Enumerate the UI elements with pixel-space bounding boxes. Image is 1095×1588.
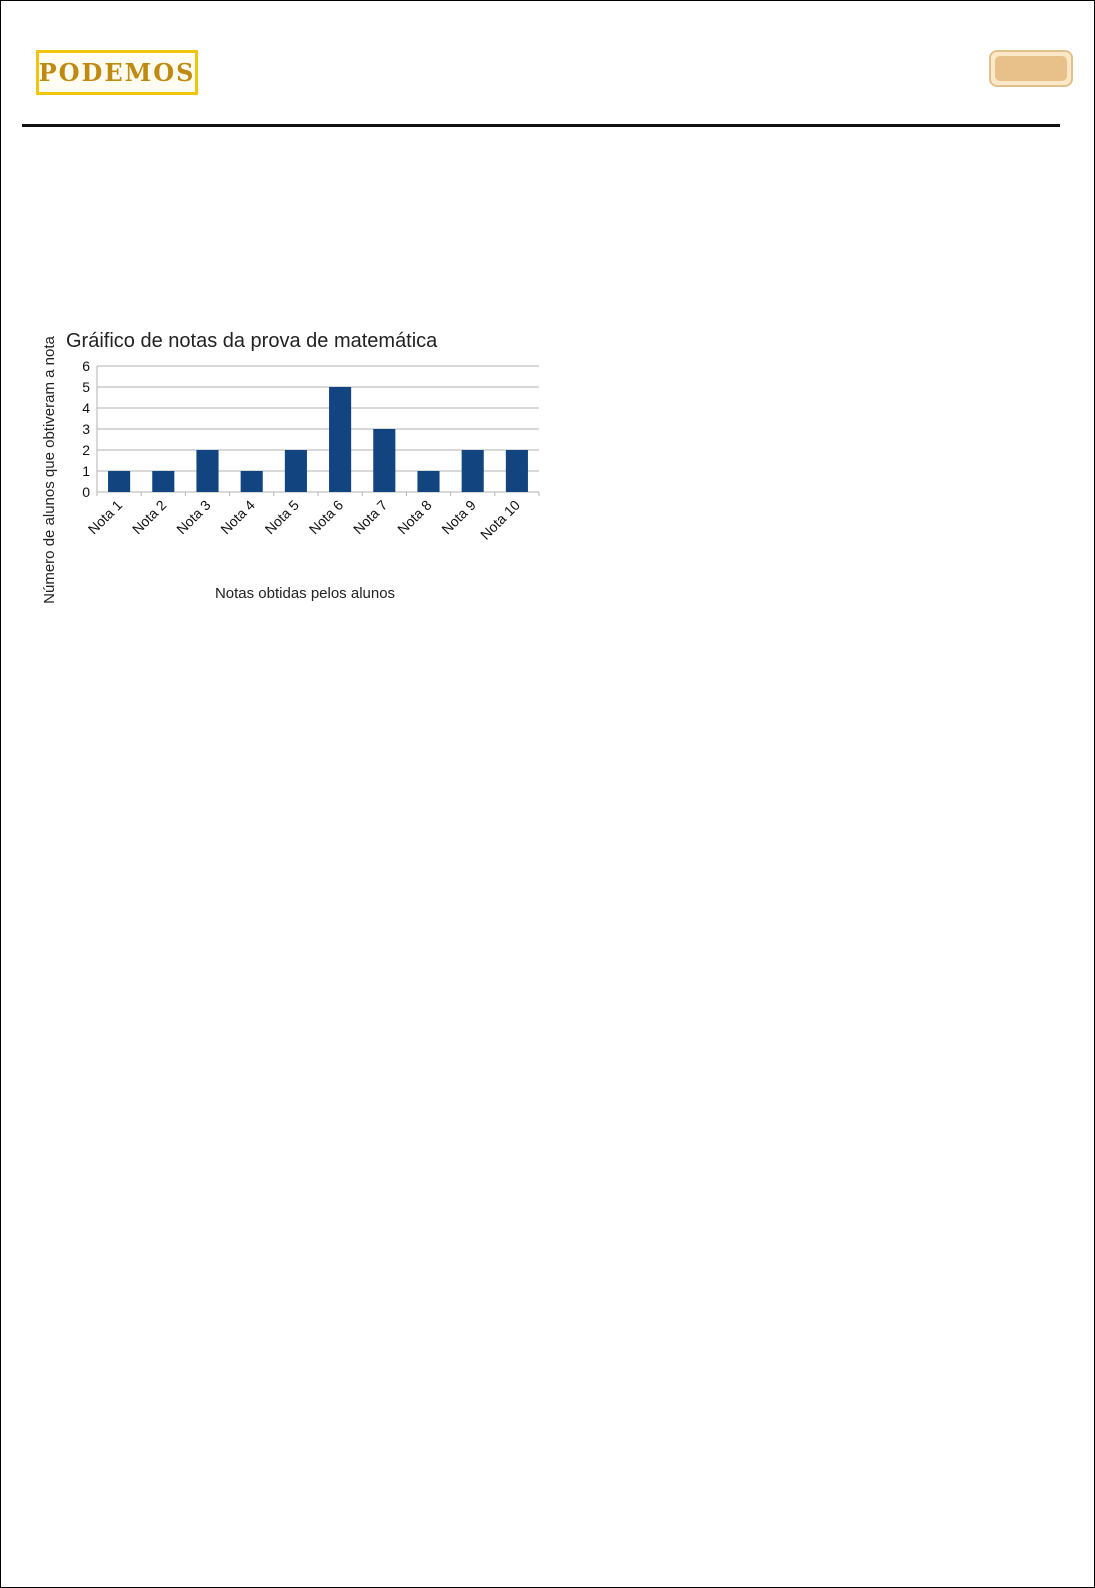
x-tick-label: Nota 1	[84, 496, 126, 538]
x-tick-label: Nota 6	[305, 496, 347, 538]
x-tick-label: Nota 10	[477, 496, 524, 543]
header-divider	[22, 124, 1060, 127]
y-tick-labels	[82, 358, 90, 500]
x-tick-label: Nota 2	[128, 496, 170, 538]
bar	[152, 471, 174, 492]
y-tick-label: 5	[82, 379, 90, 395]
bar	[506, 450, 528, 492]
x-tick-label: Nota 8	[394, 496, 435, 538]
bar	[373, 429, 395, 492]
bar	[285, 450, 307, 492]
y-axis-label: Número de alunos que obtiveram a nota	[41, 336, 58, 604]
x-tick-label: Nota 3	[173, 496, 214, 538]
bar	[196, 450, 218, 492]
y-tick-label: 2	[82, 442, 90, 458]
page-number-badge	[989, 50, 1073, 87]
x-tick-label: Nota 4	[217, 496, 258, 538]
podemos-logo	[36, 50, 198, 95]
chart-title: Gráifico de notas da prova de matemática	[66, 330, 438, 352]
x-tick-label: Nota 9	[438, 496, 479, 538]
x-axis-label: Notas obtidas pelos alunos	[214, 585, 396, 602]
bar	[417, 471, 439, 492]
bar	[108, 471, 130, 492]
x-tick-labels	[85, 497, 523, 543]
badge-inner	[995, 56, 1067, 81]
bar	[462, 450, 484, 492]
bar	[241, 471, 263, 492]
x-tick-label: Nota 5	[261, 496, 303, 538]
y-tick-label: 1	[82, 463, 90, 479]
y-tick-label: 3	[82, 421, 90, 437]
y-tick-label: 0	[82, 484, 90, 500]
bar	[329, 387, 351, 492]
x-tick-label: Nota 7	[349, 496, 391, 538]
y-tick-label: 6	[82, 358, 90, 374]
bar-chart	[36, 320, 556, 630]
logo-text: PODEMOS	[38, 58, 196, 87]
y-tick-label: 4	[82, 400, 90, 416]
bars	[108, 387, 528, 492]
